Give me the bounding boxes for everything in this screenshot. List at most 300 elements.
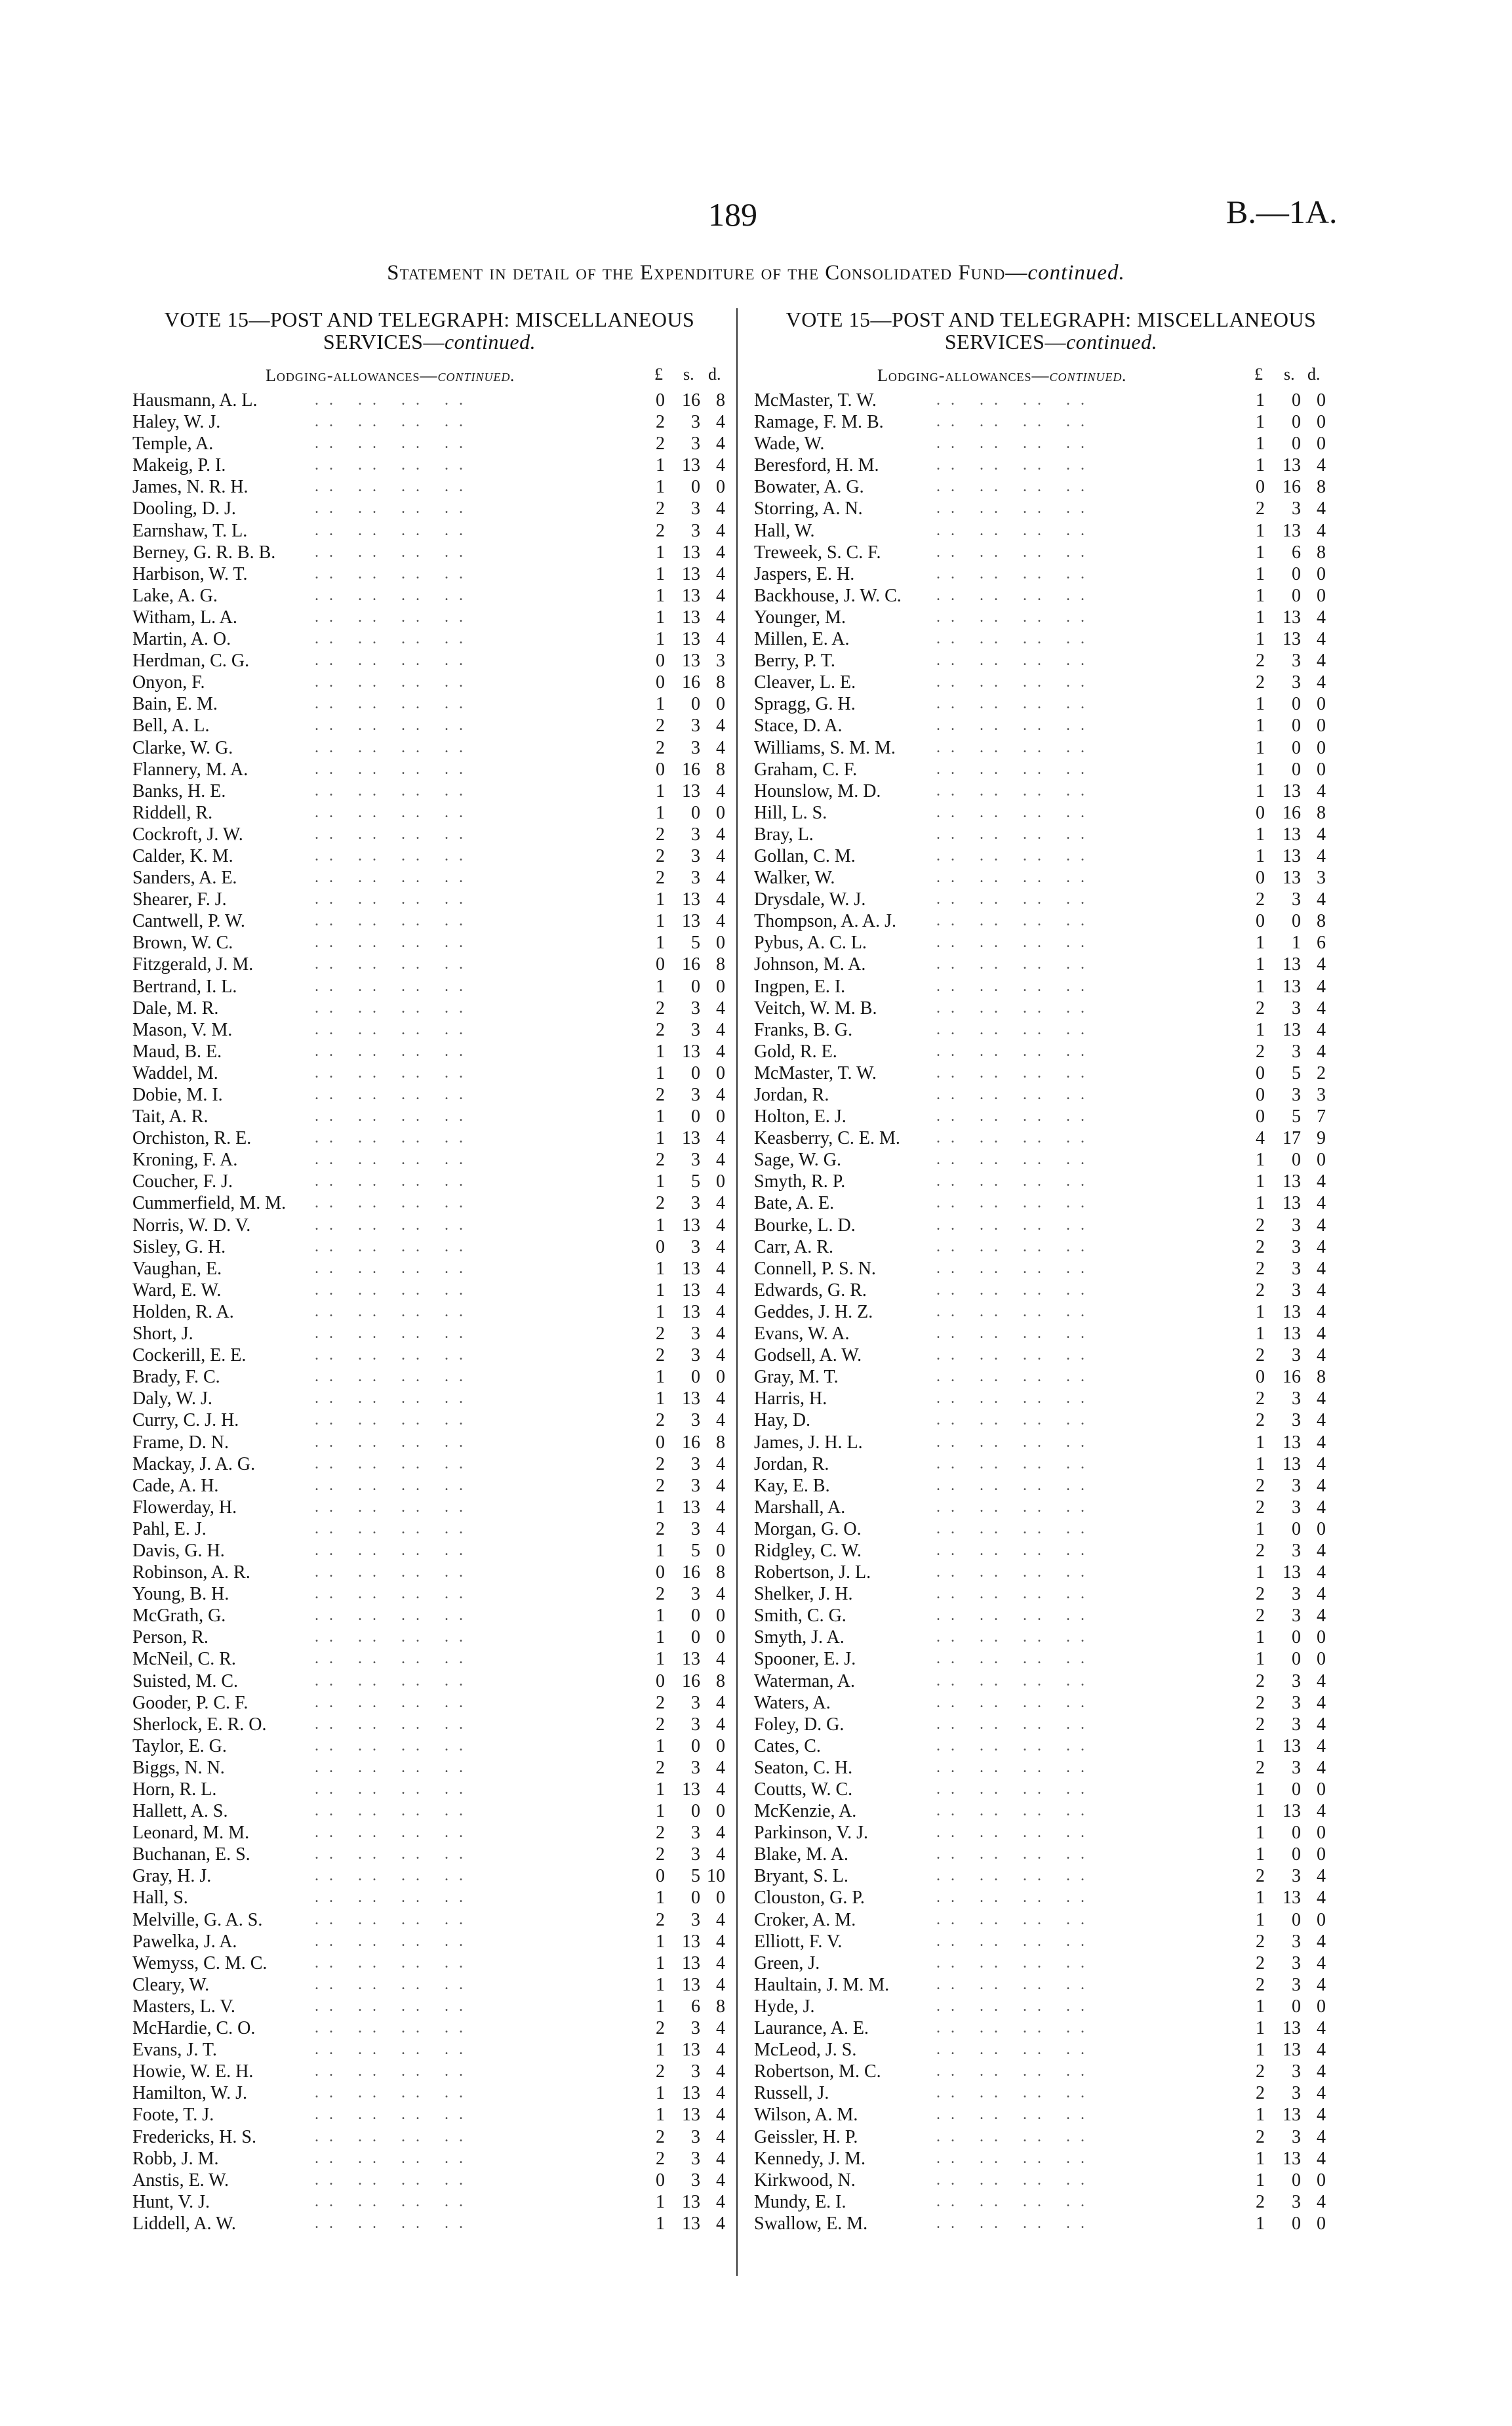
amount-shillings: 13 <box>682 563 700 584</box>
leader-dots: .. .. .. .. <box>315 1151 473 1169</box>
leader-dots: .. .. .. .. <box>936 1325 1095 1343</box>
amount-pounds: 1 <box>1256 2040 1265 2061</box>
allowance-row <box>740 390 1395 411</box>
amount-pounds: 2 <box>656 1909 665 1930</box>
leader-dots: .. .. .. .. <box>315 1693 473 1711</box>
leader-dots: .. .. .. .. <box>936 803 1095 821</box>
amount-shillings: 13 <box>682 1280 700 1301</box>
leader-dots: .. .. .. .. <box>315 1954 473 1971</box>
amount-pence: 4 <box>1317 1497 1326 1518</box>
amount-shillings: 13 <box>1283 2105 1301 2126</box>
leader-dots: .. .. .. .. <box>936 1390 1095 1407</box>
allowance-row <box>118 1518 774 1540</box>
amount-pence: 4 <box>716 889 725 910</box>
allowance-row <box>118 759 774 780</box>
amount-pounds: 2 <box>656 1844 665 1865</box>
amount-shillings: 13 <box>682 629 700 650</box>
allowance-row <box>740 1583 1395 1605</box>
leader-dots: .. .. .. .. <box>936 2193 1095 2210</box>
amount-pounds: 2 <box>1256 1215 1265 1236</box>
amount-shillings: 3 <box>691 737 700 758</box>
allowance-row <box>740 2104 1395 2126</box>
amount-shillings: 3 <box>1292 1280 1301 1301</box>
leader-dots: .. .. .. .. <box>936 912 1095 930</box>
allowance-row <box>118 1432 774 1453</box>
amount-pence: 4 <box>1317 1388 1326 1409</box>
amount-pounds: 1 <box>1256 1627 1265 1648</box>
amount-shillings: 13 <box>682 607 700 628</box>
amount-pence: 0 <box>1317 563 1326 584</box>
payee-name: Wade, W. <box>754 434 825 455</box>
allowance-row <box>118 628 774 650</box>
amount-shillings: 3 <box>691 1692 700 1713</box>
allowance-row <box>118 1323 774 1344</box>
amount-pounds: 2 <box>1256 1388 1265 1409</box>
payee-name: Shearer, F. J. <box>132 889 227 910</box>
leader-dots: .. .. .. .. <box>936 847 1095 864</box>
amount-shillings: 5 <box>691 1866 700 1887</box>
amount-pence: 0 <box>1317 2213 1326 2234</box>
amount-pounds: 2 <box>1256 1041 1265 1062</box>
amount-shillings: 13 <box>682 1952 700 1973</box>
lodging-allowances-header <box>118 359 774 390</box>
leader-dots: .. .. .. .. <box>315 738 473 756</box>
leader-dots: .. .. .. .. <box>936 760 1095 778</box>
leader-dots: .. .. .. .. <box>315 1498 473 1516</box>
payee-name: Carr, A. R. <box>754 1236 833 1257</box>
amount-shillings: 16 <box>682 390 700 411</box>
leader-dots: .. .. .. .. <box>936 717 1095 735</box>
allowance-row <box>740 2017 1395 2039</box>
leader-dots: .. .. .. .. <box>936 934 1095 952</box>
allowance-row <box>740 476 1395 498</box>
allowance-row <box>118 1236 774 1258</box>
allowance-row <box>740 1670 1395 1692</box>
leader-dots: .. .. .. .. <box>315 1975 473 1993</box>
amount-pence: 0 <box>716 1062 725 1083</box>
amount-pence: 4 <box>716 1909 725 1930</box>
leader-dots: .. .. .. .. <box>936 1064 1095 1082</box>
amount-shillings: 0 <box>1292 1779 1301 1800</box>
amount-pounds: 2 <box>656 2061 665 2082</box>
leader-dots: .. .. .. .. <box>315 1021 473 1038</box>
leader-dots: .. .. .. .. <box>315 1411 473 1429</box>
leader-dots: .. .. .. .. <box>936 435 1095 453</box>
leader-dots: .. .. .. .. <box>936 2149 1095 2167</box>
amount-pounds: 1 <box>656 1367 665 1388</box>
amount-pounds: 1 <box>1256 1301 1265 1322</box>
payee-name: Cleary, W. <box>132 1974 210 1995</box>
payee-name: Godsell, A. W. <box>754 1345 862 1366</box>
allowance-row <box>118 1171 774 1192</box>
allowance-row <box>118 1084 774 1106</box>
amount-pence: 4 <box>716 2126 725 2147</box>
payee-name: McKenzie, A. <box>754 1801 857 1822</box>
allowance-row <box>118 1106 774 1127</box>
leader-dots: .. .. .. .. <box>315 1672 473 1689</box>
amount-shillings: 13 <box>1283 976 1301 997</box>
payee-name: Edwards, G. R. <box>754 1280 867 1301</box>
amount-pence: 0 <box>1317 585 1326 606</box>
leader-dots: .. .. .. .. <box>936 1303 1095 1320</box>
amount-pence: 4 <box>716 585 725 606</box>
payee-name: Sherlock, E. R. O. <box>132 1714 267 1735</box>
leader-dots: .. .. .. .. <box>936 1216 1095 1234</box>
amount-shillings: 3 <box>691 1823 700 1844</box>
leader-dots: .. .. .. .. <box>315 1781 473 1798</box>
payee-name: Witham, L. A. <box>132 607 237 628</box>
document-reference: B.—1A. <box>1226 193 1338 230</box>
amount-pounds: 2 <box>656 1823 665 1844</box>
amount-shillings: 17 <box>1283 1128 1301 1149</box>
leader-dots: .. .. .. .. <box>936 392 1095 409</box>
leader-dots: .. .. .. .. <box>936 1954 1095 1971</box>
amount-pounds: 0 <box>1256 1085 1265 1105</box>
payee-name: Younger, M. <box>754 607 846 628</box>
amount-pence: 0 <box>1317 716 1326 737</box>
allowance-row <box>740 1388 1395 1409</box>
allowance-row <box>118 1865 774 1887</box>
amount-pounds: 0 <box>656 1236 665 1257</box>
leader-dots: .. .. .. .. <box>315 977 473 995</box>
amount-pounds: 2 <box>656 998 665 1019</box>
amount-shillings: 13 <box>682 651 700 672</box>
allowance-row <box>118 2017 774 2039</box>
amount-pence: 4 <box>1317 1432 1326 1453</box>
amount-shillings: 0 <box>1292 694 1301 715</box>
amount-pence: 0 <box>1317 759 1326 780</box>
leader-dots: .. .. .. .. <box>936 2106 1095 2124</box>
amount-pounds: 2 <box>656 1714 665 1735</box>
amount-pounds: 2 <box>1256 1258 1265 1279</box>
allowance-row <box>118 1648 774 1670</box>
amount-shillings: 13 <box>682 2040 700 2061</box>
allowance-row <box>118 1409 774 1431</box>
vote-heading-line2 <box>118 331 741 353</box>
amount-pence: 8 <box>1317 911 1326 932</box>
amount-pence: 4 <box>716 1952 725 1973</box>
amount-pence: 0 <box>1317 1518 1326 1539</box>
amount-shillings: 3 <box>1292 498 1301 519</box>
amount-pence: 4 <box>1317 824 1326 845</box>
amount-pence: 4 <box>1317 1410 1326 1431</box>
payee-name: Green, J. <box>754 1952 820 1973</box>
payee-name: Berney, G. R. B. B. <box>132 542 276 563</box>
leader-dots: .. .. .. .. <box>315 1910 473 1928</box>
amount-pounds: 1 <box>1256 780 1265 801</box>
leader-dots: .. .. .. .. <box>315 1281 473 1299</box>
leader-dots: .. .. .. .. <box>315 891 473 908</box>
amount-shillings: 3 <box>691 1757 700 1778</box>
amount-shillings: 0 <box>1292 1649 1301 1670</box>
amount-shillings: 3 <box>1292 1236 1301 1257</box>
allowance-row <box>740 998 1395 1019</box>
allowance-row <box>118 2061 774 2082</box>
allowance-row <box>740 1084 1395 1106</box>
amount-pence: 0 <box>716 1801 725 1822</box>
leader-dots: .. .. .. .. <box>315 1628 473 1646</box>
right-column <box>740 308 1395 2234</box>
vote-heading-continued: continued. <box>444 330 536 354</box>
amount-shillings: 3 <box>691 1324 700 1344</box>
amount-shillings: 13 <box>1283 1888 1301 1909</box>
amount-shillings: 3 <box>691 1584 700 1605</box>
allowance-row <box>740 1149 1395 1171</box>
amount-pence: 4 <box>716 1324 725 1344</box>
payee-name: McNeil, C. R. <box>132 1649 236 1670</box>
lodging-allowances-header <box>740 359 1395 390</box>
amount-pence: 4 <box>716 412 725 433</box>
allowance-row <box>740 1692 1395 1714</box>
payee-name: Tait, A. R. <box>132 1106 209 1127</box>
payee-name: Cockroft, J. W. <box>132 824 243 845</box>
allowance-row <box>118 433 774 455</box>
amount-pence: 9 <box>1317 1128 1326 1149</box>
amount-pounds: 0 <box>656 2170 665 2191</box>
allowance-row <box>118 1822 774 1844</box>
payee-name: Hall, S. <box>132 1888 188 1909</box>
allowance-row <box>740 607 1395 628</box>
payee-name: Parkinson, V. J. <box>754 1823 869 1844</box>
leader-dots: .. .. .. .. <box>315 1737 473 1754</box>
leader-dots: .. .. .. .. <box>315 1433 473 1451</box>
allowance-row <box>118 976 774 998</box>
amount-pounds: 2 <box>656 824 665 845</box>
allowance-row <box>118 1019 774 1041</box>
leader-dots: .. .. .. .. <box>936 413 1095 431</box>
payee-name: James, J. H. L. <box>754 1432 863 1453</box>
payee-name: Waterman, A. <box>754 1670 856 1691</box>
amount-pence: 4 <box>1317 1345 1326 1366</box>
pence-header: d. <box>1307 365 1321 384</box>
allowance-row <box>118 1583 774 1605</box>
amount-pounds: 1 <box>656 1931 665 1952</box>
payee-name: Jordan, R. <box>754 1453 829 1474</box>
leader-dots: .. .. .. .. <box>936 782 1095 799</box>
amount-pence: 4 <box>716 1692 725 1713</box>
leader-dots: .. .. .. .. <box>936 630 1095 648</box>
amount-pounds: 2 <box>1256 1236 1265 1257</box>
payee-name: Evans, J. T. <box>132 2040 217 2061</box>
amount-shillings: 0 <box>1292 434 1301 455</box>
amount-shillings: 0 <box>691 477 700 498</box>
payee-name: Cockerill, E. E. <box>132 1345 247 1366</box>
amount-shillings: 6 <box>691 1996 700 2017</box>
leader-dots: .. .. .. .. <box>315 2193 473 2210</box>
leader-dots: .. .. .. .. <box>936 1889 1095 1907</box>
amount-shillings: 0 <box>1292 2170 1301 2191</box>
amount-pence: 4 <box>716 629 725 650</box>
allowance-row <box>118 998 774 1019</box>
amount-shillings: 13 <box>1283 1801 1301 1822</box>
amount-pounds: 0 <box>1256 1106 1265 1127</box>
payee-name: Geddes, J. H. Z. <box>754 1301 873 1322</box>
amount-pounds: 1 <box>1256 737 1265 758</box>
payee-name: Kay, E. B. <box>754 1475 830 1496</box>
amount-pence: 4 <box>716 542 725 563</box>
amount-pence: 0 <box>1317 1996 1326 2017</box>
payee-name: McLeod, J. S. <box>754 2040 857 2061</box>
amount-pounds: 2 <box>656 1453 665 1474</box>
amount-pence: 4 <box>1317 1692 1326 1713</box>
amount-pounds: 1 <box>656 1258 665 1279</box>
amount-pence: 0 <box>716 1888 725 1909</box>
payee-name: Melville, G. A. S. <box>132 1909 263 1930</box>
amount-pounds: 2 <box>656 845 665 866</box>
leader-dots: .. .. .. .. <box>936 674 1095 691</box>
allowance-row <box>118 1041 774 1062</box>
amount-pounds: 2 <box>1256 1410 1265 1431</box>
lodging-allowances-label <box>877 366 1127 386</box>
amount-shillings: 3 <box>691 1085 700 1105</box>
amount-shillings: 3 <box>1292 1215 1301 1236</box>
amount-pounds: 2 <box>656 2148 665 2169</box>
payee-name: Shelker, J. H. <box>754 1584 853 1605</box>
amount-pence: 4 <box>716 1041 725 1062</box>
amount-pence: 4 <box>716 1779 725 1800</box>
payee-name: Smyth, J. A. <box>754 1627 845 1648</box>
amount-pounds: 1 <box>656 1540 665 1561</box>
amount-pounds: 1 <box>1256 2213 1265 2234</box>
amount-shillings: 3 <box>691 1844 700 1865</box>
allowance-row <box>740 411 1395 433</box>
payee-name: Norris, W. D. V. <box>132 1215 251 1236</box>
payee-name: Stace, D. A. <box>754 716 843 737</box>
payee-name: McHardie, C. O. <box>132 2018 256 2039</box>
amount-shillings: 3 <box>691 1019 700 1040</box>
amount-pence: 0 <box>1317 434 1326 455</box>
allowance-row <box>118 889 774 910</box>
leader-dots: .. .. .. .. <box>315 1564 473 1581</box>
leader-dots: .. .. .. .. <box>936 1715 1095 1733</box>
vote-heading-continued: continued. <box>1065 330 1158 354</box>
allowance-row <box>118 390 774 411</box>
allowance-row <box>740 433 1395 455</box>
payee-name: Harbison, W. T. <box>132 563 248 584</box>
leader-dots: .. .. .. .. <box>315 1541 473 1559</box>
allowance-row <box>118 1301 774 1323</box>
amount-shillings: 13 <box>1283 868 1301 889</box>
allowance-row <box>118 498 774 519</box>
leader-dots: .. .. .. .. <box>315 1325 473 1343</box>
allowance-row <box>740 1041 1395 1062</box>
payee-name: Pahl, E. J. <box>132 1518 207 1539</box>
payee-name: Mason, V. M. <box>132 1019 233 1040</box>
amount-pounds: 1 <box>656 1128 665 1149</box>
amount-pounds: 1 <box>1256 845 1265 866</box>
amount-pence: 4 <box>716 1844 725 1865</box>
amount-pounds: 2 <box>656 716 665 737</box>
amount-shillings: 3 <box>691 412 700 433</box>
amount-shillings: 3 <box>691 1150 700 1171</box>
payee-name: McMaster, T. W. <box>754 1062 877 1083</box>
amount-pence: 0 <box>1317 1823 1326 1844</box>
amount-pence: 4 <box>1317 1974 1326 1995</box>
amount-shillings: 5 <box>691 1540 700 1561</box>
payee-name: Jordan, R. <box>754 1085 829 1105</box>
amount-pounds: 1 <box>1256 455 1265 476</box>
amount-pounds: 2 <box>656 1475 665 1496</box>
amount-pence: 3 <box>716 651 725 672</box>
amount-pence: 4 <box>716 1823 725 1844</box>
payee-name: Earnshaw, T. L. <box>132 520 248 541</box>
leader-dots: .. .. .. .. <box>315 478 473 496</box>
leader-dots: .. .. .. .. <box>315 2149 473 2167</box>
allowance-row <box>118 1062 774 1084</box>
amount-pounds: 1 <box>1256 412 1265 433</box>
allowance-row <box>740 1844 1395 1865</box>
amount-pence: 4 <box>716 845 725 866</box>
allowance-row <box>118 585 774 607</box>
leader-dots: .. .. .. .. <box>315 1650 473 1668</box>
payee-name: Bryant, S. L. <box>754 1866 848 1887</box>
amount-pence: 4 <box>1317 1324 1326 1344</box>
allowance-row <box>118 824 774 845</box>
payee-name: Makeig, P. I. <box>132 455 226 476</box>
vote-heading-line1: VOTE 15—POST AND TELEGRAPH: MISCELLANEOUS <box>164 308 695 331</box>
amount-shillings: 3 <box>691 498 700 519</box>
amount-pounds: 1 <box>1256 1779 1265 1800</box>
amount-pounds: 1 <box>656 1497 665 1518</box>
payee-name: Haultain, J. M. M. <box>754 1974 890 1995</box>
allowance-row <box>118 1280 774 1301</box>
amount-pence: 4 <box>716 1714 725 1735</box>
payee-name: Flowerday, H. <box>132 1497 237 1518</box>
amount-pence: 4 <box>1317 1757 1326 1778</box>
leader-dots: .. .. .. .. <box>936 738 1095 756</box>
vote-heading-line2 <box>740 331 1363 353</box>
amount-pence: 4 <box>1317 1453 1326 1474</box>
amount-shillings: 0 <box>1292 390 1301 411</box>
leader-dots: .. .. .. .. <box>315 1997 473 2015</box>
amount-shillings: 13 <box>682 585 700 606</box>
leader-dots: .. .. .. .. <box>936 2171 1095 2189</box>
payee-name: Maud, B. E. <box>132 1041 222 1062</box>
amount-shillings: 13 <box>1283 1301 1301 1322</box>
payee-name: Treweek, S. C. F. <box>754 542 881 563</box>
amount-shillings: 5 <box>1292 1106 1301 1127</box>
payee-name: Hyde, J. <box>754 1996 815 2017</box>
amount-pounds: 1 <box>656 1171 665 1192</box>
amount-pence: 4 <box>1317 1171 1326 1192</box>
allowance-row <box>118 954 774 975</box>
payee-name: Curry, C. J. H. <box>132 1410 239 1431</box>
amount-pounds: 2 <box>1256 1692 1265 1713</box>
amount-shillings: 13 <box>682 2213 700 2234</box>
amount-pence: 4 <box>716 1475 725 1496</box>
amount-shillings: 13 <box>682 1974 700 1995</box>
payee-name: Bell, A. L. <box>132 716 210 737</box>
amount-pounds: 1 <box>656 1779 665 1800</box>
amount-pence: 8 <box>716 672 725 693</box>
vote-heading <box>740 308 1363 353</box>
payee-name: Sage, W. G. <box>754 1150 841 1171</box>
allowance-row <box>118 1258 774 1280</box>
allowance-row <box>740 1106 1395 1127</box>
amount-pence: 6 <box>1317 933 1326 954</box>
amount-pence: 0 <box>716 694 725 715</box>
allowance-row <box>740 1931 1395 1952</box>
amount-pence: 4 <box>1317 998 1326 1019</box>
allowance-row <box>118 1627 774 1648</box>
amount-shillings: 13 <box>682 2083 700 2104</box>
amount-pounds: 1 <box>1256 1150 1265 1171</box>
payee-name: Coucher, F. J. <box>132 1171 233 1192</box>
amount-pence: 4 <box>716 716 725 737</box>
amount-pence: 0 <box>1317 1779 1326 1800</box>
allowance-row <box>118 2213 774 2234</box>
amount-pence: 4 <box>716 520 725 541</box>
